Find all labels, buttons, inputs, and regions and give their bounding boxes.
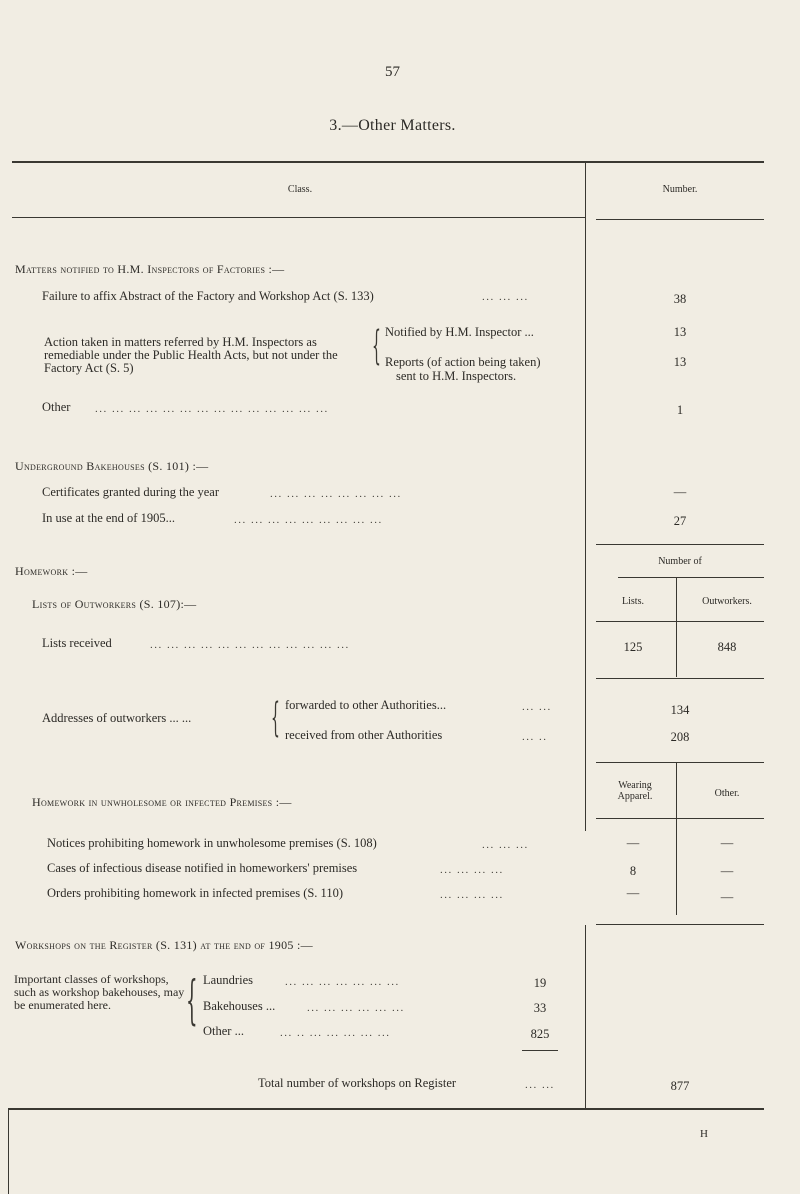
- certs-row-value: —: [673, 485, 687, 499]
- certs-row-label: Certificates granted during the year: [42, 485, 220, 499]
- lists-received-label: Lists received: [42, 636, 112, 650]
- reports-value: 13: [673, 355, 687, 369]
- lists-column-divider: [676, 578, 677, 677]
- section-title-workshops: Workshops on the Register (S. 131) at the end of 1905 :—: [15, 938, 313, 952]
- column-header-other: Other.: [714, 788, 740, 799]
- column-header-lists: Lists.: [622, 596, 644, 607]
- inuse-row-dots: ... ... ... ... ... ... ... ... ...: [234, 514, 383, 526]
- signature-mark: H: [700, 1128, 708, 1140]
- number-of-rule: [618, 577, 764, 578]
- unwholesome-row-3-dots: ... ... ... ...: [440, 889, 504, 901]
- forwarded-value: 134: [670, 703, 690, 717]
- section-title-factories: Matters notified to H.M. Inspectors of Factories :—: [15, 262, 285, 276]
- section-title-bakehouses: Underground Bakehouses (S. 101) :—: [15, 459, 209, 473]
- received-value: 208: [670, 730, 690, 744]
- number-of-top-rule: [596, 544, 764, 545]
- notified-value: 13: [673, 325, 687, 339]
- total-value: 877: [670, 1079, 690, 1093]
- lists-bottom-rule: [596, 678, 764, 679]
- forwarded-dots: ... ...: [522, 701, 552, 713]
- table-bottom-rule: [8, 1108, 764, 1110]
- number-of-header: Number of: [658, 556, 702, 567]
- column-divider: [585, 163, 586, 831]
- unwholesome-row-2-wearing: 8: [629, 864, 637, 878]
- lists-header-rule: [596, 621, 764, 622]
- header-rule-left: [12, 217, 585, 218]
- total-dots: ... ...: [525, 1079, 555, 1091]
- inuse-row-value: 27: [673, 514, 687, 528]
- column-header-wearing: Wearing Apparel.: [617, 780, 653, 802]
- header-rule-right: [596, 219, 764, 220]
- total-label: Total number of workshops on Register: [258, 1076, 457, 1090]
- table-top-rule: [12, 161, 764, 163]
- reports-label-line-1: Reports (of action being taken): [385, 355, 541, 369]
- unwholesome-row-2-label: Cases of infectious disease notified in homeworkers' premises: [47, 861, 358, 875]
- workshop-item-3-value: 825: [530, 1027, 550, 1041]
- left-edge-rule: [8, 1108, 9, 1194]
- unwholesome-row-2-dots: ... ... ... ...: [440, 864, 504, 876]
- failure-row-value: 38: [673, 292, 687, 306]
- unwholesome-row-3-wearing: —: [626, 886, 640, 900]
- workshop-item-1-dots: ... ... ... ... ... ... ...: [285, 976, 400, 988]
- other-row-dots: ... ... ... ... ... ... ... ... ... ... ... ... ... ...: [95, 403, 329, 415]
- failure-row-label: Failure to affix Abstract of the Factory and Workshop Act (S. 133): [42, 289, 374, 303]
- page-number: 57: [385, 64, 400, 80]
- workshop-item-2-dots: ... ... ... ... ... ...: [307, 1002, 405, 1014]
- reports-label-line-2: sent to H.M. Inspectors.: [396, 369, 517, 383]
- workshop-item-1-label: Laundries: [203, 973, 253, 987]
- wearing-top-rule: [596, 762, 764, 763]
- workshops-note: Important classes of workshops, such as workshop bakehouses, may be enumerated here.: [14, 972, 185, 1012]
- other-row-value: 1: [676, 403, 684, 417]
- received-label: received from other Authorities: [285, 728, 443, 742]
- addresses-label: Addresses of outworkers ... ...: [42, 711, 192, 725]
- workshops-brace: {: [186, 971, 198, 1031]
- other-row-label: Other: [42, 400, 71, 414]
- lists-received-dots: ... ... ... ... ... ... ... ... ... ... ... ...: [150, 639, 350, 651]
- column-header-class: Class.: [287, 184, 313, 195]
- lists-received-value: 125: [623, 640, 643, 654]
- action-row-label: Action taken in matters referred by H.M. Inspectors as remediable under the Public Health Acts, but not under the Factory Act (S. 5): [44, 335, 338, 375]
- unwholesome-row-3-other: —: [720, 890, 734, 904]
- addresses-brace: {: [271, 695, 280, 741]
- inuse-row-label: In use at the end of 1905...: [42, 511, 175, 525]
- unwholesome-row-1-dots: ... ... ...: [482, 839, 529, 851]
- workshop-item-2-value: 33: [533, 1001, 547, 1015]
- failure-row-dots: ... ... ...: [482, 291, 529, 303]
- forwarded-label: forwarded to other Authorities...: [285, 698, 447, 712]
- wearing-header-rule: [596, 818, 764, 819]
- unwholesome-row-1-other: —: [720, 836, 734, 850]
- unwholesome-row-1-label: Notices prohibiting homework in unwholesome premises (S. 108): [47, 836, 377, 850]
- workshop-item-3-dots: ... .. ... ... ... ... ...: [280, 1027, 391, 1039]
- outworkers-received-value: 848: [717, 640, 737, 654]
- page-heading: 3.—Other Matters.: [329, 117, 456, 134]
- unwholesome-row-3-label: Orders prohibiting homework in infected premises (S. 110): [47, 886, 344, 900]
- certs-row-dots: ... ... ... ... ... ... ... ...: [270, 488, 402, 500]
- notified-label: Notified by H.M. Inspector ...: [385, 325, 534, 339]
- lists-title: Lists of Outworkers (S. 107):—: [32, 597, 197, 611]
- workshop-item-1-value: 19: [533, 976, 547, 990]
- column-divider-lower: [585, 925, 586, 1109]
- section-title-unwholesome: Homework in unwholesome or infected Premises :—: [32, 795, 292, 809]
- column-header-number: Number.: [662, 184, 698, 195]
- received-dots: ... ..: [522, 731, 548, 743]
- column-header-outworkers: Outworkers.: [702, 596, 752, 607]
- workshop-item-3-label: Other ...: [203, 1024, 244, 1038]
- action-brace: {: [372, 323, 381, 369]
- workshop-item-2-label: Bakehouses ...: [203, 999, 276, 1013]
- unwholesome-row-2-other: —: [720, 864, 734, 878]
- unwholesome-row-1-wearing: —: [626, 836, 640, 850]
- section-title-homework: Homework :—: [15, 564, 88, 578]
- workshops-top-rule: [596, 924, 764, 925]
- workshops-sum-rule: [522, 1050, 558, 1051]
